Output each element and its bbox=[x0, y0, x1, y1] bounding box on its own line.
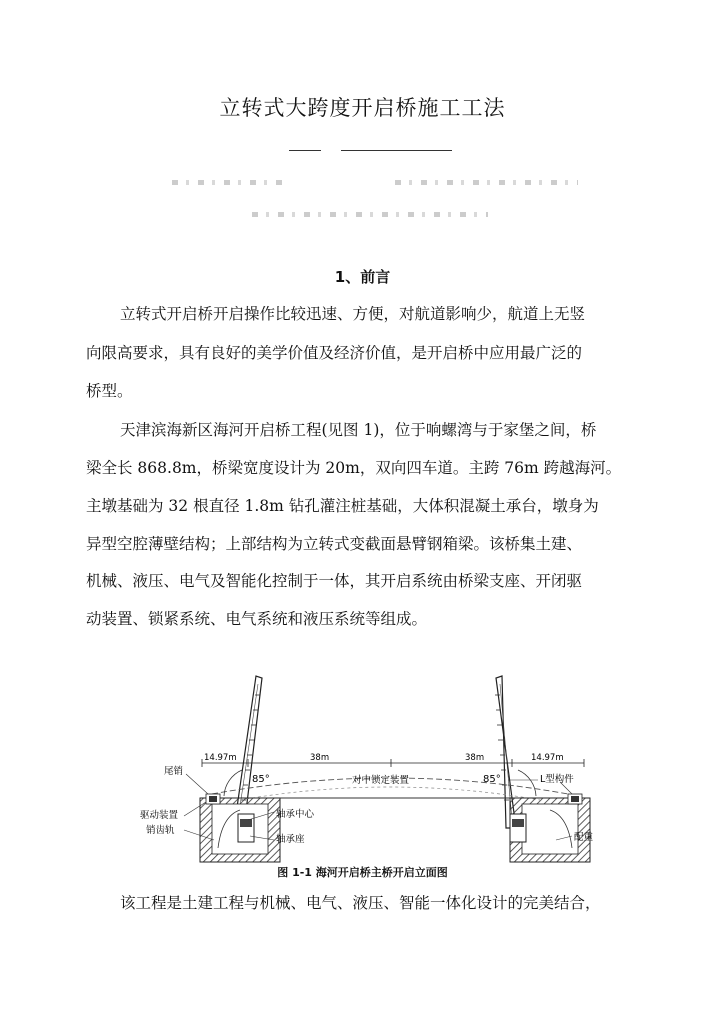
dim-left: 14.97m bbox=[204, 753, 237, 763]
label-center-lock: 对中锁定装置 bbox=[352, 775, 410, 786]
paragraph-2-line-1: 天津滨海新区海河开启桥工程(见图 1)，位于响螺湾与于家堡之间，桥 bbox=[120, 421, 597, 439]
label-tail-pin: 尾销 bbox=[164, 766, 184, 777]
label-counterweight: 配重 bbox=[574, 832, 594, 843]
dim-mid-left: 38m bbox=[310, 753, 330, 763]
paragraph-1-line-3: 桥型。 bbox=[86, 382, 133, 400]
bridge-elevation-figure bbox=[140, 670, 600, 865]
angle-left: 85° bbox=[252, 774, 270, 785]
label-drive: 驱动装置 bbox=[140, 810, 179, 821]
dimension-line bbox=[202, 759, 584, 767]
dim-right: 14.97m bbox=[531, 753, 564, 763]
left-pier bbox=[200, 794, 280, 862]
section-heading: 1、前言 bbox=[334, 268, 391, 286]
body-last-line: 该工程是土建工程与机械、电气、液压、智能一体化设计的完美结合， bbox=[120, 894, 601, 912]
paragraph-1-line-2: 向限高要求，具有良好的美学价值及经济价值，是开启桥中应用最广泛的 bbox=[86, 344, 583, 362]
author-line-long bbox=[341, 150, 452, 151]
paragraph-2-line-5: 机械、液压、电气及智能化控制于一体，其开启系统由桥梁支座、开闭驱 bbox=[86, 572, 583, 590]
dim-mid-right: 38m bbox=[465, 753, 485, 763]
angle-right: 85° bbox=[483, 774, 501, 785]
right-pier bbox=[510, 794, 590, 862]
paragraph-2-line-2: 梁全长 868.8m，桥梁宽度设计为 20m，双向四车道。主跨 76m 跨越海河。 bbox=[86, 459, 622, 477]
faint-text-row-1b bbox=[395, 180, 578, 185]
page-title: 立转式大跨度开启桥施工工法 bbox=[219, 96, 506, 120]
paragraph-2-line-3: 主墩基础为 32 根直径 1.8m 钻孔灌注桩基础，大体积混凝土承台，墩身为 bbox=[86, 497, 599, 515]
paragraph-2-line-6: 动装置、锁紧系统、电气系统和液压系统等组成。 bbox=[86, 610, 428, 628]
faint-text-row-2 bbox=[252, 212, 488, 217]
author-line-short bbox=[289, 150, 321, 151]
paragraph-1-line-1: 立转式开启桥开启操作比较迅速、方便，对航道影响少，航道上无竖 bbox=[120, 305, 586, 323]
figure-caption: 图 1-1 海河开启桥主桥开启立面图 bbox=[277, 866, 448, 879]
paragraph-2-line-4: 异型空腔薄壁结构；上部结构为立转式变截面悬臂钢箱梁。该桥集土建、 bbox=[86, 535, 583, 553]
label-bearing-center: 轴承中心 bbox=[276, 809, 315, 820]
faint-text-row-1 bbox=[172, 180, 290, 185]
label-rack: 销齿轨 bbox=[146, 825, 175, 836]
right-angle-arc bbox=[518, 770, 536, 796]
label-l-member: L型构件 bbox=[540, 774, 574, 785]
label-bearing-seat: 轴承座 bbox=[276, 834, 305, 845]
